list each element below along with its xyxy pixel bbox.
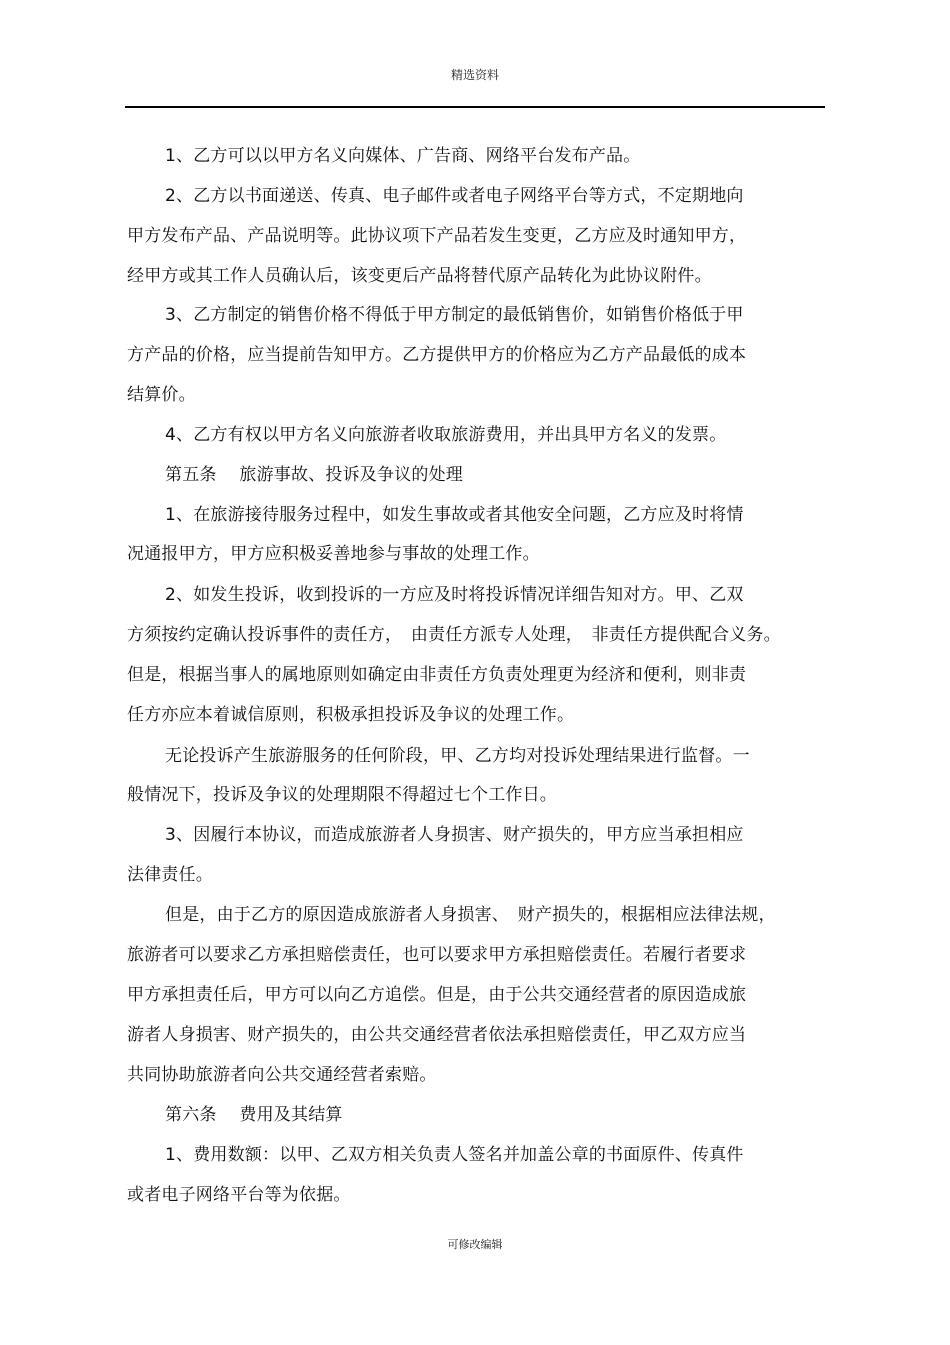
- paragraph-line: 法律责任。: [127, 865, 213, 885]
- paragraph-line: 方须按约定确认投诉事件的责任方， 由责任方派专人处理， 非责任方提供配合义务。: [127, 625, 781, 645]
- paragraph-line: 经甲方或其工作人员确认后，该变更后产品将替代原产品转化为此协议附件。: [127, 266, 712, 286]
- paragraph-line: 无论投诉产生旅游服务的任何阶段，甲、乙方均对投诉处理结果进行监督。一: [165, 746, 750, 766]
- paragraph-line: 1、费用数额：以甲、乙双方相关负责人签名并加盖公章的书面原件、传真件: [165, 1145, 744, 1165]
- paragraph-line: 游者人身损害、财产损失的，由公共交通经营者依法承担赔偿责任，甲乙双方应当: [127, 1025, 747, 1045]
- paragraph-line: 2、乙方以书面递送、传真、电子邮件或者电子网络平台等方式，不定期地向: [165, 186, 744, 206]
- paragraph-line: 甲方承担责任后，甲方可以向乙方追偿。但是，由于公共交通经营者的原因造成旅: [127, 985, 747, 1005]
- paragraph-line: 但是，由于乙方的原因造成旅游者人身损害、 财产损失的，根据相应法律法规，: [165, 905, 776, 925]
- section-heading: 第六条 费用及其结算: [165, 1105, 343, 1125]
- paragraph-line: 方产品的价格，应当提前告知甲方。乙方提供甲方的价格应为乙方产品最低的成本: [127, 345, 747, 365]
- paragraph-line: 4、乙方有权以甲方名义向旅游者收取旅游费用，并出具甲方名义的发票。: [165, 425, 727, 445]
- paragraph-line: 般情况下，投诉及争议的处理期限不得超过七个工作日。: [127, 785, 557, 805]
- paragraph-line: 或者电子网络平台等为依据。: [127, 1185, 351, 1205]
- paragraph-line: 任方亦应本着诚信原则，积极承担投诉及争议的处理工作。: [127, 705, 575, 725]
- paragraph-line: 共同协助旅游者向公共交通经营者索赔。: [127, 1065, 437, 1085]
- paragraph-line: 结算价。: [127, 385, 196, 405]
- section-heading: 第五条 旅游事故、投诉及争议的处理: [165, 465, 464, 485]
- paragraph-line: 3、乙方制定的销售价格不得低于甲方制定的最低销售价，如销售价格低于甲: [165, 305, 744, 325]
- paragraph-line: 1、在旅游接待服务过程中，如发生事故或者其他安全问题，乙方应及时将情: [165, 505, 744, 525]
- paragraph-line: 况通报甲方，甲方应积极妥善地参与事故的处理工作。: [127, 544, 540, 564]
- paragraph-line: 1、乙方可以以甲方名义向媒体、广告商、网络平台发布产品。: [165, 146, 641, 166]
- page-header: 精选资料: [450, 68, 499, 82]
- paragraph-line: 但是，根据当事人的属地原则如确定由非责任方负责处理更为经济和便利，则非责: [127, 665, 747, 685]
- header-divider: [125, 106, 825, 108]
- paragraph-line: 2、如发生投诉，收到投诉的一方应及时将投诉情况详细告知对方。甲、乙双: [165, 585, 744, 605]
- paragraph-line: 3、因履行本协议，而造成旅游者人身损害、财产损失的，甲方应当承担相应: [165, 825, 744, 845]
- paragraph-line: 甲方发布产品、产品说明等。此协议项下产品若发生变更，乙方应及时通知甲方，: [127, 226, 747, 246]
- paragraph-line: 旅游者可以要求乙方承担赔偿责任，也可以要求甲方承担赔偿责任。若履行者要求: [127, 945, 747, 965]
- page-footer: 可修改编辑: [447, 1238, 503, 1251]
